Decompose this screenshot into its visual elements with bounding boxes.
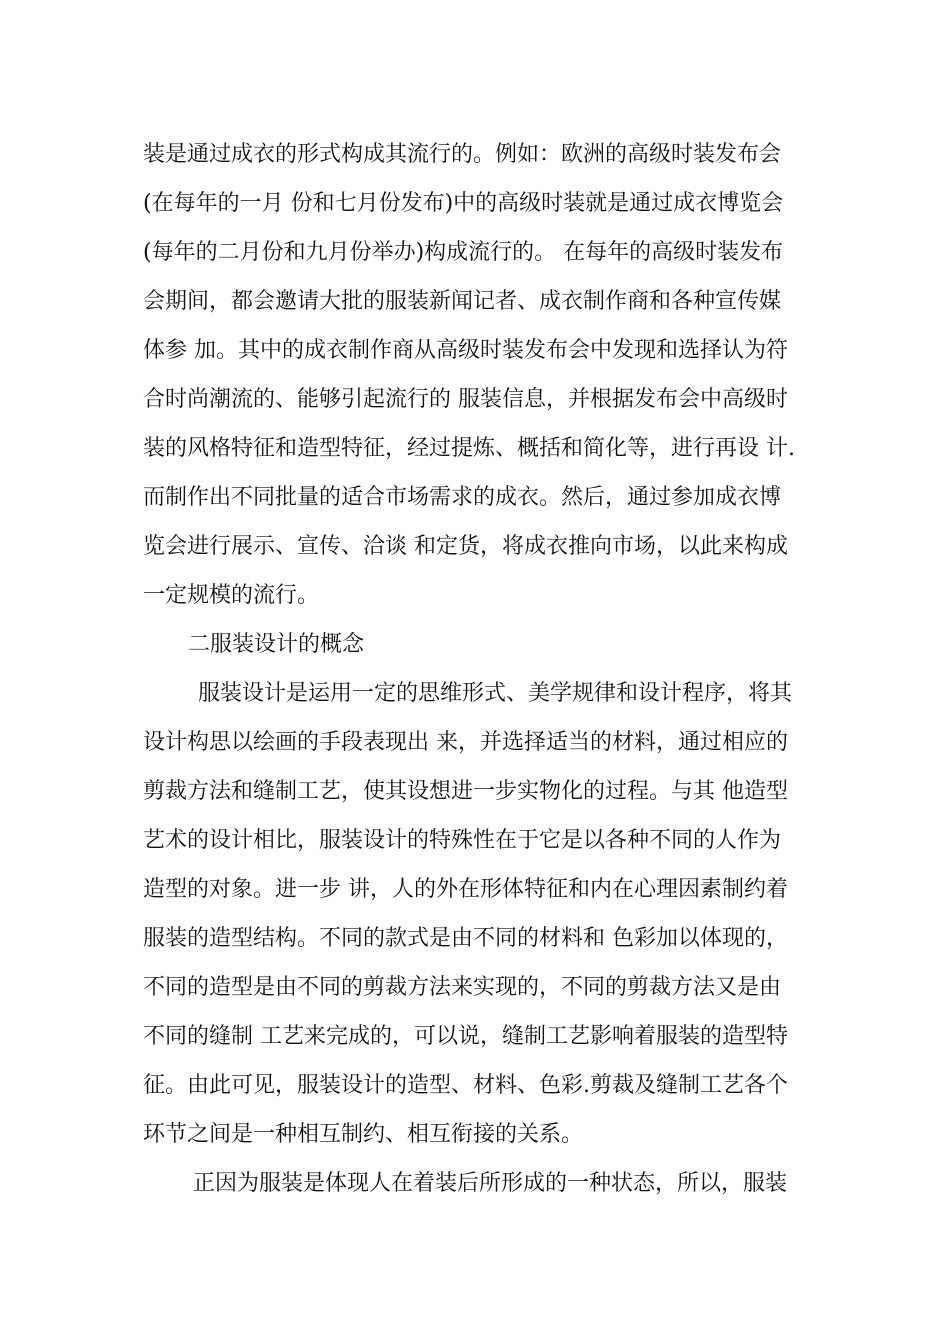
text-line: 合时尚潮流的、能够引起流行的 服装信息，并根据发布会中高级时	[143, 387, 788, 412]
text-line: 艺术的设计相比，服装设计的特殊性在于它是以各种不同的人作为	[143, 828, 782, 853]
text-line: 正因为服装是体现人在着装后所形成的一种状态，所以，服装	[193, 1171, 788, 1196]
section-heading: 二服装设计的概念	[188, 632, 365, 657]
text-line: (在每年的一月 份和七月份发布)中的高级时装就是通过成衣博览会	[143, 191, 784, 216]
text-line: 环节之间是一种相互制约、相互衔接的关系。	[143, 1122, 584, 1147]
text-line: 造型的对象。进一步 讲，人的外在形体特征和内在心理因素制约着	[143, 877, 788, 902]
text-line: 征。由此可见，服装设计的造型、材料、色彩.剪裁及缝制工艺各个	[143, 1073, 788, 1098]
text-line: 服装的造型结构。不同的款式是由不同的材料和 色彩加以体现的，	[143, 926, 788, 951]
text-line: (每年的二月份和九月份举办)构成流行的。 在每年的高级时装发布	[143, 240, 784, 265]
text-line: 体参 加。其中的成衣制作商从高级时装发布会中发现和选择认为符	[143, 338, 788, 363]
document-body	[143, 130, 823, 1208]
text-line: 不同的缝制 工艺来完成的，可以说，缝制工艺影响着服装的造型特	[143, 1024, 788, 1049]
text-line: 而制作出不同批量的适合市场需求的成衣。然后，通过参加成衣博	[143, 485, 782, 510]
text-line: 一定规模的流行。	[143, 583, 320, 608]
text-line: 剪裁方法和缝制工艺，使其设想进一步实物化的过程。与其 他造型	[143, 779, 788, 804]
text-line: 装是通过成衣的形式构成其流行的。例如：欧洲的高级时装发布会	[143, 142, 782, 167]
text-line: 览会进行展示、宣传、洽谈 和定货，将成衣推向市场，以此来构成	[143, 534, 788, 559]
text-line: 设计构思以绘画的手段表现出 来，并选择适当的材料，通过相应的	[143, 730, 788, 755]
text-line: 不同的造型是由不同的剪裁方法来实现的，不同的剪裁方法又是由	[143, 975, 782, 1000]
text-line: 服装设计是运用一定的思维形式、美学规律和设计程序，将其	[198, 681, 793, 706]
text-line: 会期间，都会邀请大批的服装新闻记者、成衣制作商和各种宣传媒	[143, 289, 782, 314]
text-line: 装的风格特征和造型特征，经过提炼、概括和简化等，进行再设 计.	[143, 436, 795, 461]
